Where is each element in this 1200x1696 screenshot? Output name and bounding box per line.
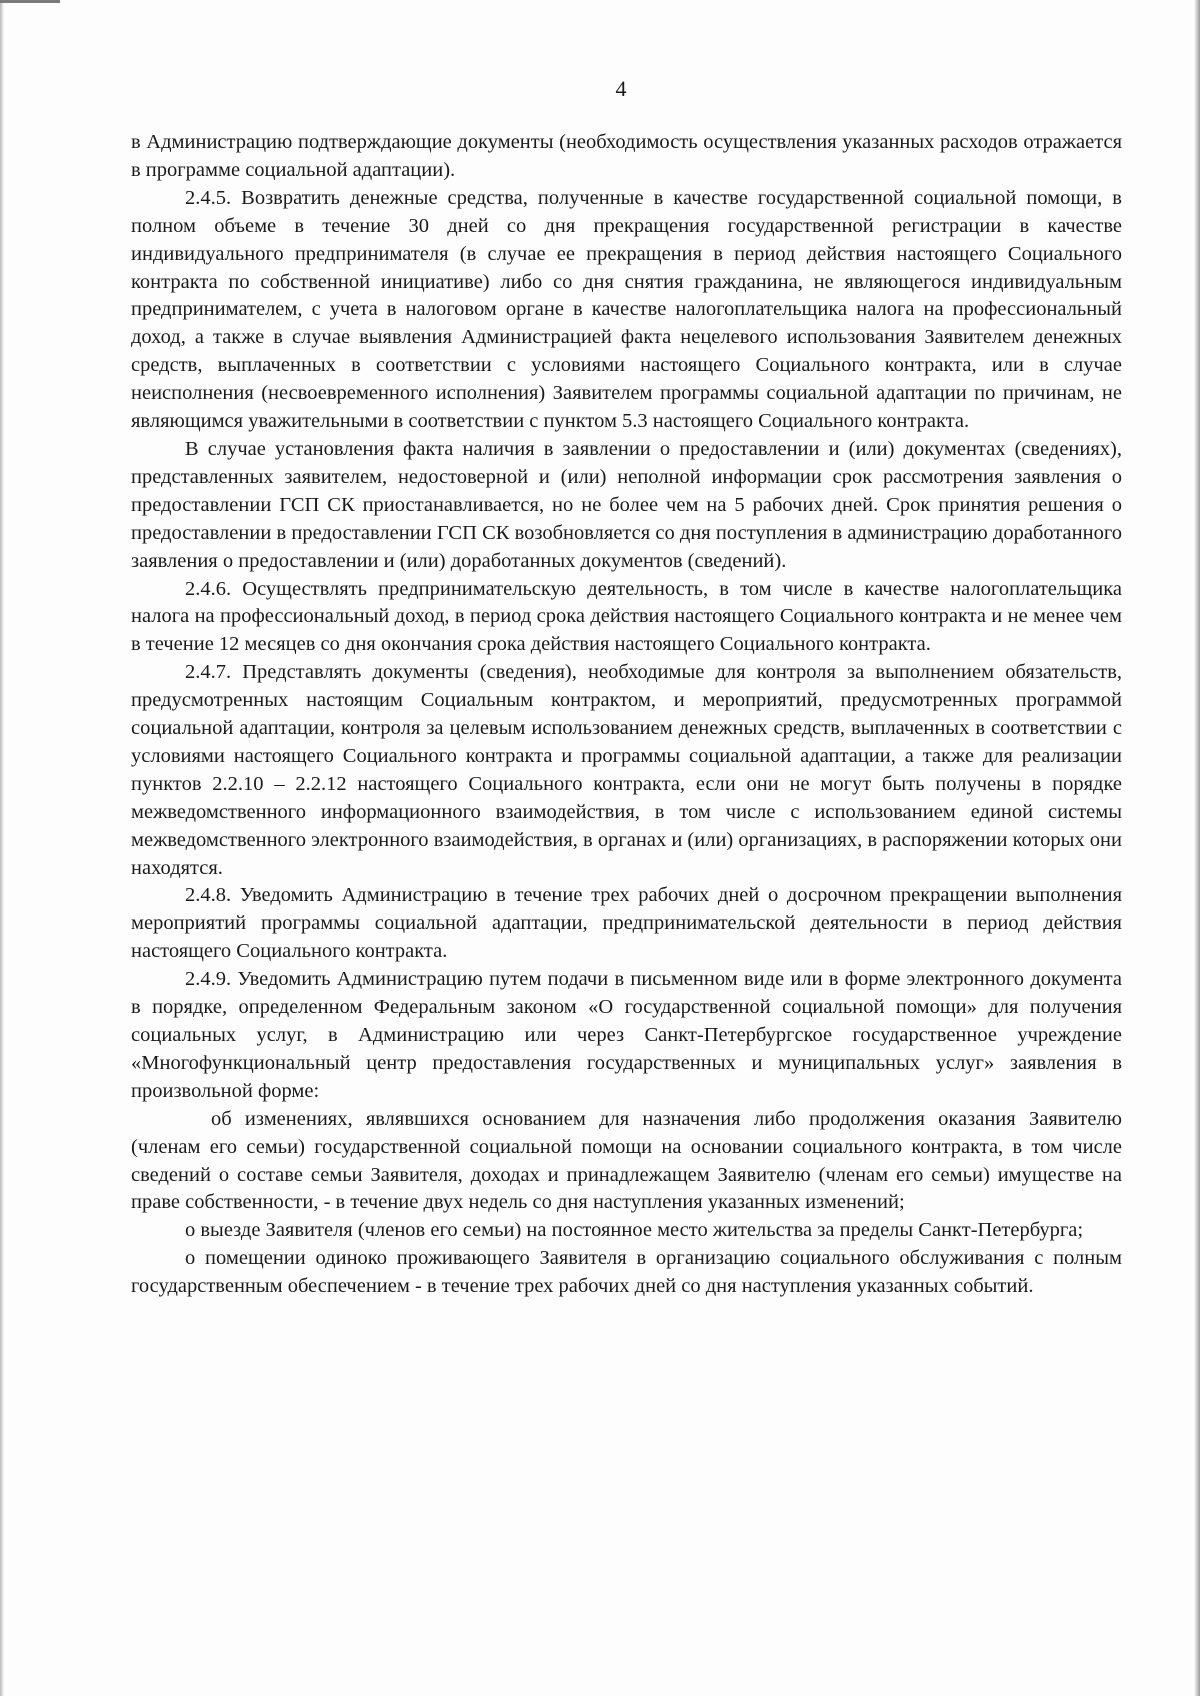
- paragraph-2-4-9: 2.4.9. Уведомить Администрацию путем подачи в письменном виде или в форме электронного документа в порядке, определенном Федеральным законом «О государственной социальной помощи» для получения социальных услуг, в Администрацию или через Санкт-Петербургское государственное учреждение «Многофункциональный центр предоставления государственных и муниципальных услуг» заявления в произвольной форме:: [131, 968, 1122, 1102]
- page-number: 4: [615, 76, 627, 101]
- scan-edge-left: [0, 0, 4, 1696]
- paragraph-2-4-7: 2.4.7. Представлять документы (сведения), необходимые для контроля за выполнением обязательств, предусмотренных настоящим Социальным контрактом, и мероприятий, предусмотренных программой социальной адаптации, контроля за целевым использованием денежных средств, выплаченных в соответствии с условиями настоящего Социального контракта и программы социальной адаптации, а также для реализации пунктов 2.2.10 – 2.2.12 настоящего Социального контракта, если они не могут быть получены в порядке межведомственного информационного взаимодействия, в том числе с использованием единой системы межведомственного электронного взаимодействия, в органах и (или) организациях, в распоряжении которых они находятся.: [131, 661, 1122, 879]
- list-item-changes: об изменениях, являвшихся основанием для назначения либо продолжения оказания Заявителю (членам его семьи) государственной социальной помощи на основании социального контракта, в том числе сведений о составе семьи Заявителя, доходах и принадлежащем Заявителю (членам его семьи) имуществе на праве собственности, - в течение двух недель со дня наступления указанных изменений;: [131, 1107, 1122, 1214]
- paragraph-suspension-note: В случае установления факта наличия в заявлении о предоставлении и (или) документах (сведениях), представленных заявителем, недостоверной и (или) неполной информации срок рассмотрения заявления о предоставлении ГСП СК приостанавливается, но не более чем на 5 рабочих дней. Срок принятия решения о предоставлении в предоставлении ГСП СК возобновляется со дня поступления в администрацию доработанного заявления о предоставлении и (или) доработанных документов (сведений).: [131, 437, 1122, 572]
- paragraph-2-4-8: 2.4.8. Уведомить Администрацию в течение трех рабочих дней о досрочном прекращении выполнения мероприятий программы социальной адаптации, предпринимательской деятельности в период действия настоящего Социального контракта.: [131, 884, 1122, 963]
- scan-edge-right: [1194, 0, 1200, 1696]
- list-item-placement: о помещении одиноко проживающего Заявителя в организацию социального обслуживания с полным государственным обеспечением - в течение трех рабочих дней со дня наступления указанных событий.: [131, 1247, 1122, 1298]
- paragraph-2-4-5: 2.4.5. Возвратить денежные средства, полученные в качестве государственной социальной помощи, в полном объеме в течение 30 дней со дня прекращения государственной регистрации в качестве индивидуального предпринимателя (в случае ее прекращения в период действия настоящего Социального контракта по собственной инициативе) либо со дня снятия гражданина, не являющегося индивидуальным предпринимателем, с учета в налоговом органе в качестве налогоплательщика налога на профессиональный доход, а также в случае выявления Администрацией факта нецелевого использования Заявителем денежных средств, выплаченных в соответствии с условиями настоящего Социального контракта, или в случае неисполнения (несвоевременного исполнения) Заявителем программы социальной адаптации по причинам, не являющимся уважительными в соответствии с пунктом 5.3 настоящего Социального контракта.: [131, 186, 1122, 433]
- paragraph-2-4-6: 2.4.6. Осуществлять предпринимательскую деятельность, в том числе в качестве налогоплательщика налога на профессиональный доход, в период срока действия настоящего Социального контракта и не менее чем в течение 12 месяцев со дня окончания срока действия настоящего Социального контракта.: [131, 577, 1122, 656]
- scan-corner-mark: [0, 0, 60, 3]
- paragraph-continuation: в Администрацию подтверждающие документы (необходимость осуществления указанных расходов отражается в программе социальной адаптации).: [131, 131, 1122, 181]
- document-body: [131, 129, 1122, 1301]
- list-item-departure: о выезде Заявителя (членов его семьи) на постоянное место жительства за пределы Санкт-Петербурга;: [185, 1219, 1084, 1242]
